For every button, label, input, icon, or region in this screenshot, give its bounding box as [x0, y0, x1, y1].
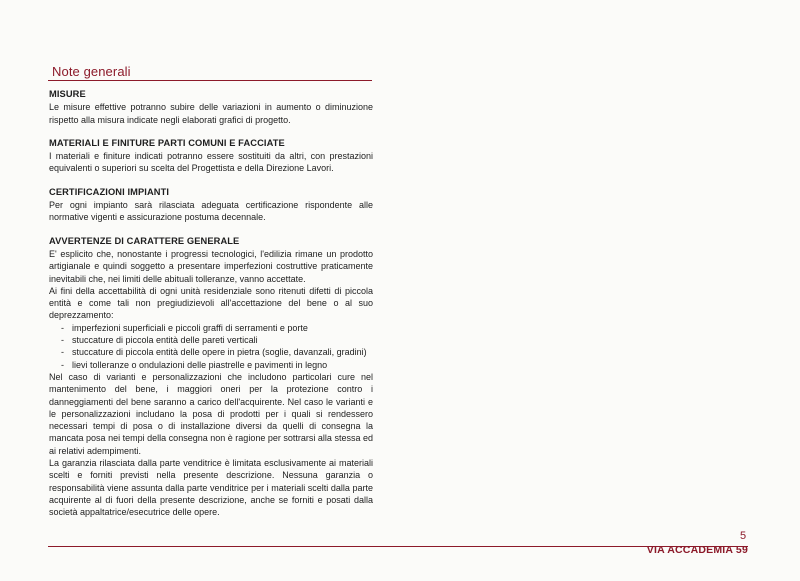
list-item: - lievi tolleranze o ondulazioni delle piastrelle e pavimenti in legno	[61, 359, 373, 371]
section-paragraph: Nel caso di varianti e personalizzazioni che includono particolari cure nel mantenimento del bene, i maggiori oneri per la protezione contro i danneggiamenti del bene saranno a carico dell'acquirente. Nel caso le varianti e le personalizzazioni includano la posa di prodotti per i quali si rendessero necessari tempi di posa o di installazione diversi da quelli di consegna la mancata posa nei tempi della consegna non è ragione per sottrarsi alla stessa ed ai relativi adempimenti.	[49, 371, 373, 456]
section-avvertenze	[49, 235, 373, 519]
section-heading: CERTIFICAZIONI IMPIANTI	[49, 186, 170, 197]
section-paragraph: La garanzia rilasciata dalla parte venditrice è limitata esclusivamente ai materiali scelti e forniti previsti nella presente descrizione. Nessuna garanzia o responsabilità viene assunta dalla parte venditrice per i materiali scelti dalla parte acquirente al di fuori della presente descrizione, anche se forniti e posati dalla società appaltatrice/esecutrice delle opere.	[49, 458, 373, 518]
section-certificazioni	[49, 186, 373, 224]
footer-divider	[48, 546, 748, 547]
section-heading: AVVERTENZE DI CARATTERE GENERALE	[49, 235, 240, 246]
content-body	[49, 88, 373, 530]
list-item: - imperfezioni superficiali e piccoli graffi di serramenti e porte	[61, 322, 373, 334]
section-misure	[49, 88, 373, 126]
section-text: Per ogni impianto sarà rilasciata adeguata certificazione rispondente alle normative vigenti e assicurazione postuma decennale.	[49, 200, 373, 223]
section-text: I materiali e finiture indicati potranno essere sostituiti da altri, con prestazioni equivalenti o superiori su scelta del Progettista e della Direzione Lavori.	[49, 151, 373, 174]
page-number: 5	[740, 530, 747, 542]
header-divider	[48, 80, 372, 81]
page-title: Note generali	[52, 64, 131, 79]
section-paragraph: E' esplicito che, nonostante i progressi tecnologici, l'edilizia rimane un prodotto artigianale e quindi soggetto a presentare imperfezioni costruttive praticamente inevitabili che, nei limiti delle abituali tolleranze, vanno accettate.	[49, 248, 373, 284]
list-item: - stuccature di piccola entità delle opere in pietra (soglie, davanzali, gradini)	[61, 346, 373, 358]
section-paragraph: Ai fini della accettabilità di ogni unità residenziale sono ritenuti difetti di piccola entità e come tali non pregiudizievoli all'accettazione del bene o al suo deprezzamento:	[49, 285, 373, 321]
defects-list	[49, 322, 373, 371]
list-item: - stuccature di piccola entità delle pareti verticali	[61, 334, 373, 346]
section-heading: MATERIALI E FINITURE PARTI COMUNI E FACCIATE	[49, 137, 285, 148]
footer-address: VIA ACCADEMIA 59	[646, 544, 748, 556]
section-materiali	[49, 137, 373, 175]
section-text: Le misure effettive potranno subire delle variazioni in aumento o diminuzione rispetto alla misura indicate negli elaborati grafici di progetto.	[49, 102, 373, 125]
section-heading: MISURE	[49, 89, 86, 99]
